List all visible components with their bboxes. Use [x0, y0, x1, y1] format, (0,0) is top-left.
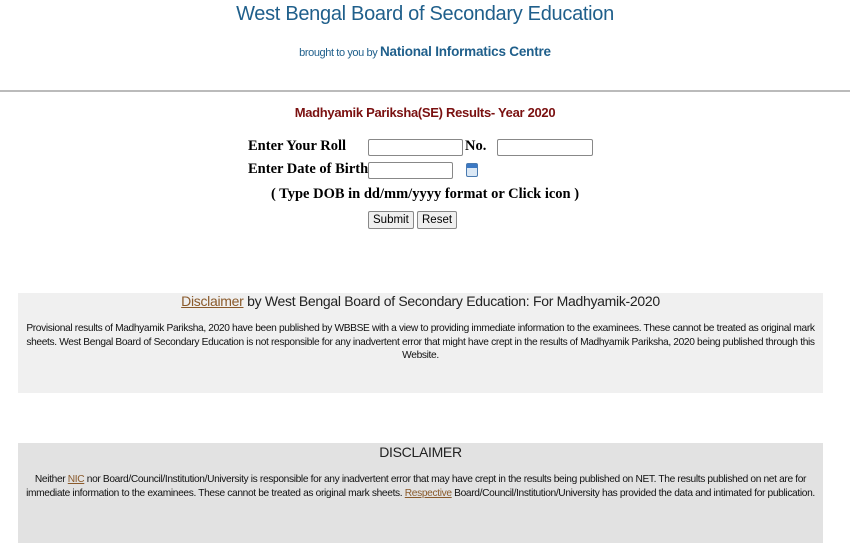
text-part: Neither	[34, 474, 68, 485]
subtitle	[0, 44, 850, 59]
provider-name: National Informatics Centre	[379, 44, 551, 59]
wbbse-disclaimer-box	[18, 293, 823, 393]
dob-hint: ( Type DOB in dd/mm/yyyy format or Click icon )	[270, 186, 580, 202]
divider	[0, 90, 850, 92]
nic-disclaimer-box	[18, 443, 823, 543]
dob-label: Enter Date of Birth	[248, 161, 369, 177]
nic-link[interactable]: NIC	[67, 474, 85, 485]
site-title: West Bengal Board of Secondary Education	[236, 3, 614, 25]
disclaimer-link[interactable]: Disclaimer	[181, 293, 244, 309]
results-heading: Madhyamik Pariksha(SE) Results- Year 2020	[294, 105, 556, 120]
roll-no-label: No.	[465, 138, 487, 154]
roll-input[interactable]	[368, 139, 463, 156]
text-part: nor Board/Council/Institution/University is responsible for any inadvertent error that may have crept in the results being published on NET. The results published on net are for immediate information to the examinees. These cannot be treated as original mark sheets.	[26, 474, 807, 499]
reset-button[interactable]: Reset	[417, 211, 457, 229]
submit-button[interactable]: Submit	[368, 211, 414, 229]
wbbse-disclaimer-title	[18, 293, 823, 309]
disclaimer-title-text: by West Bengal Board of Secondary Education: For Madhyamik-2020	[243, 293, 660, 309]
roll-label: Enter Your Roll	[248, 138, 347, 154]
dob-input[interactable]	[368, 162, 453, 179]
calendar-icon[interactable]	[466, 163, 478, 177]
text-part: Board/Council/Institution/University has provided the data and intimated for publication.	[451, 487, 815, 499]
brought-by-text: brought to you by	[299, 47, 378, 59]
nic-disclaimer-text	[18, 473, 823, 500]
respective-link[interactable]: Respective	[404, 487, 452, 499]
nic-disclaimer-title: DISCLAIMER	[379, 444, 462, 460]
wbbse-disclaimer-text: Provisional results of Madhyamik Pariksha, 2020 have been published by WBBSE with a view to providing immediate information to the examinees. These cannot be treated as original mark sheets. West Bengal Board of Secondary Education is not responsible for any inadvertent error that might have crept in the results of Madhyamik Pariksha, 2020 being published through this Website.	[26, 323, 815, 361]
roll-no-input[interactable]	[497, 139, 593, 156]
